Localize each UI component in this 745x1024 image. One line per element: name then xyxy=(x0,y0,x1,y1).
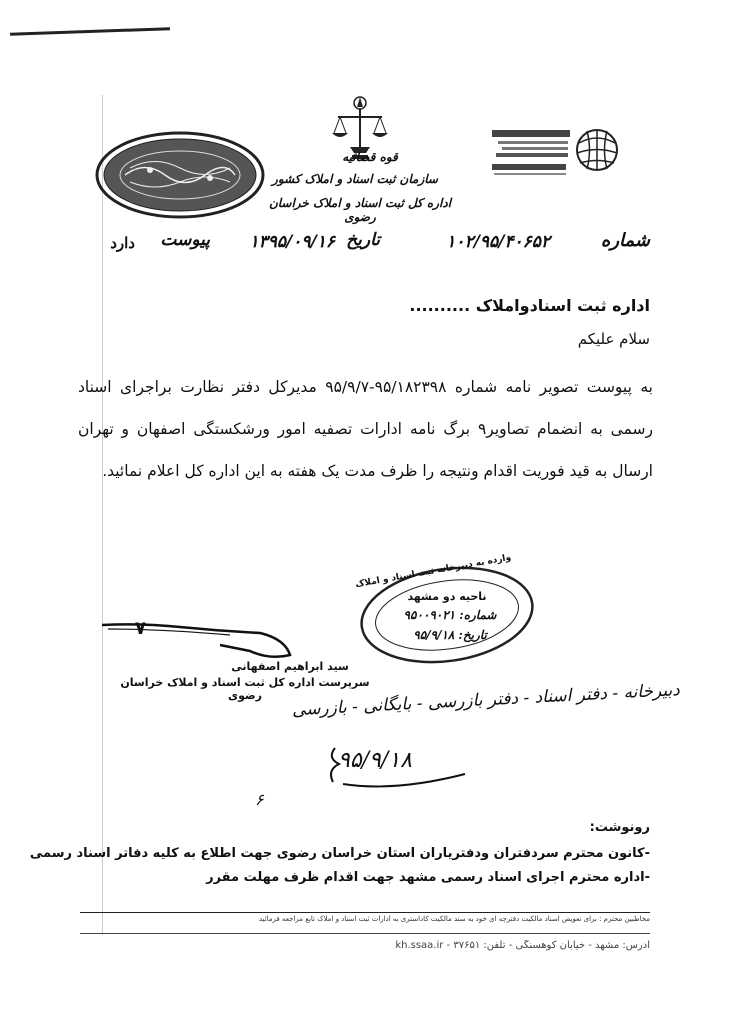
judiciary-title: قوه قضائیه xyxy=(342,150,398,164)
footer-contact: آدرس: مشهد - خیابان کوهسنگی - تلفن: ۳۷۶۵۱ - kh.ssaa.ir xyxy=(395,940,650,951)
signature-mark: ۷ xyxy=(135,618,146,639)
greeting: سلام علیکم xyxy=(577,330,650,348)
addressee: اداره ثبت اسنادواملاک .......... xyxy=(409,296,650,315)
attachment-value: دارد xyxy=(110,234,135,252)
page-border xyxy=(102,95,103,935)
signature-scribble-icon xyxy=(100,605,300,665)
department-name: اداره کل ثبت اسناد و املاک خراسان رضوی xyxy=(268,196,452,224)
received-stamp xyxy=(352,552,542,670)
footer-divider-2 xyxy=(80,933,650,934)
margin-mark: ۶ xyxy=(255,790,264,809)
footer-note: مخاطبین محترم : برای تعویض اسناد مالکیت دفترچه ای خود به سند مالکیت کاداستری به ادارات ثبت اسناد و املاک تابع مراجعه فرمائید xyxy=(258,915,650,923)
cc-recipient-2: -اداره محترم اجرای اسناد رسمی مشهد جهت اقدام ظرف مهلت مقرر xyxy=(206,870,650,885)
stamp-number: شماره: ۹۵۰۰۹۰۲۱ xyxy=(403,608,497,622)
letter-metadata-row xyxy=(90,230,650,260)
stamp-date: تاریخ: ۹۵/۹/۱۸ xyxy=(413,628,487,642)
letter-body: به پیوست تصویر نامه شماره ۹۵/۱۸۲۳۹۸-۹۵/۹/۷ مدیرکل دفتر نظارت براجرای اسناد رسمی به انضمام تصاویر۹ برگ نامه ادارات تصفیه امور ورشکستگی اصفهان و تهران ارسال به قید فوریت اقدام ونتیجه را ظرف مدت یک هفته به این اداره کل اعلام نمائید. xyxy=(78,378,654,480)
letter-number: ۱۰۲/۹۵/۴۰۶۵۲ xyxy=(446,232,550,252)
mashhad-2017-logo-icon xyxy=(492,118,622,188)
letter-date: ۱۳۹۵/۰۹/۱۶ xyxy=(249,232,335,252)
ornamental-seal-icon xyxy=(95,130,265,220)
signatory-name: سید ابراهیم اصفهانی xyxy=(231,660,349,673)
cc-label: رونوشت: xyxy=(589,820,650,835)
attachment-label: پیوست xyxy=(160,230,210,250)
stamp-ring-text: وارده به دبیرخانه ثبت اسناد و املاک xyxy=(354,552,512,591)
date-label: تاریخ xyxy=(346,230,380,250)
handwritten-referral: دبیرخانه - دفتر اسناد - دفتر بازرسی - بایگانی - بازرسی xyxy=(291,680,681,721)
organization-name: سازمان ثبت اسناد و املاک کشور xyxy=(272,172,438,186)
stamp-office: ناحیه دو مشهد xyxy=(407,590,487,603)
footer-divider xyxy=(80,912,650,913)
scan-edge-mark xyxy=(10,27,170,36)
number-label: شماره xyxy=(600,230,650,251)
signatory-title: سرپرست اداره کل ثبت اسناد و املاک خراسان رضوی xyxy=(120,676,370,702)
handwritten-date: ۹۵/۹/۱۸ xyxy=(338,748,412,773)
cc-recipient-1: -کانون محترم سردفتران ودفتریاران استان خراسان رضوی جهت اطلاع به کلیه دفاتر اسناد رسمی xyxy=(29,846,650,861)
